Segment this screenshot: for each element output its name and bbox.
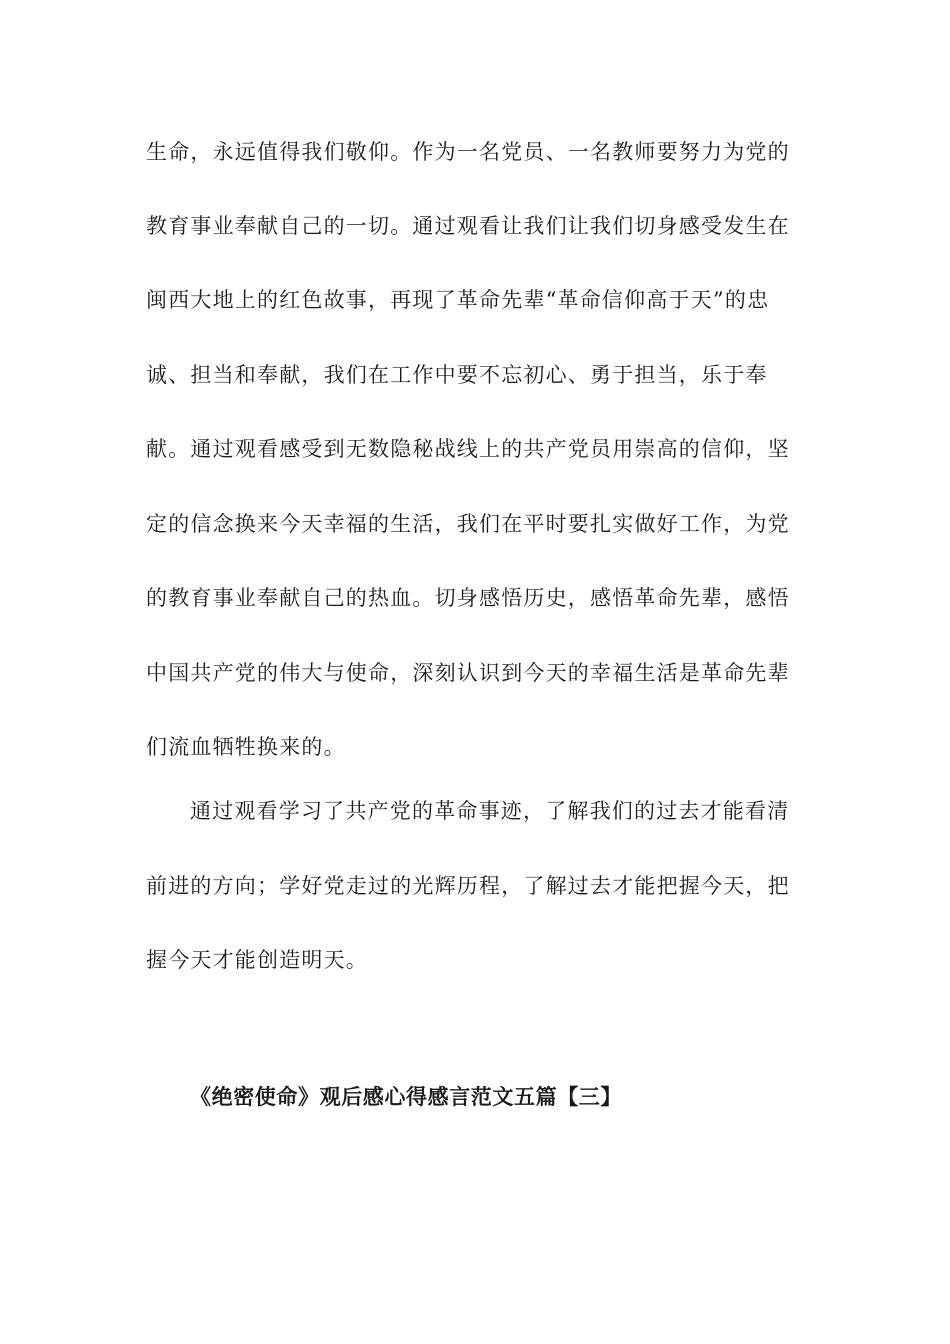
text-line: 献。通过观看感受到无数隐秘战线上的共产党员用崇高的信仰，坚 [146, 437, 790, 461]
text-line: 前进的方向；学好党走过的光辉历程，了解过去才能把握今天，把 [146, 874, 790, 898]
text-line: 握今天才能创造明天。 [146, 948, 368, 972]
text-line: 诚、担当和奉献，我们在工作中要不忘初心、勇于担当，乐于奉 [146, 363, 768, 387]
text-line: 的教育事业奉献自己的热血。切身感悟历史，感悟革命先辈，感悟 [146, 586, 790, 610]
text-line: 们流血牺牲换来的。 [146, 735, 346, 759]
section-heading: 《绝密使命》观后感心得感言范文五篇【三】 [190, 1084, 622, 1109]
text-line: 通过观看学习了共产党的革命事迹，了解我们的过去才能看清 [190, 799, 790, 823]
text-line: 定的信念换来今天幸福的生活，我们在平时要扎实做好工作，为党 [146, 512, 790, 536]
text-line: 闽西大地上的红色故事，再现了革命先辈“革命信仰高于天”的忠 [146, 288, 770, 312]
text-line: 生命，永远值得我们敬仰。作为一名党员、一名教师要努力为党的 [146, 140, 790, 164]
text-line: 教育事业奉献自己的一切。通过观看让我们让我们切身感受发生在 [146, 214, 790, 238]
text-line: 中国共产党的伟大与使命，深刻认识到今天的幸福生活是革命先辈 [146, 661, 790, 685]
